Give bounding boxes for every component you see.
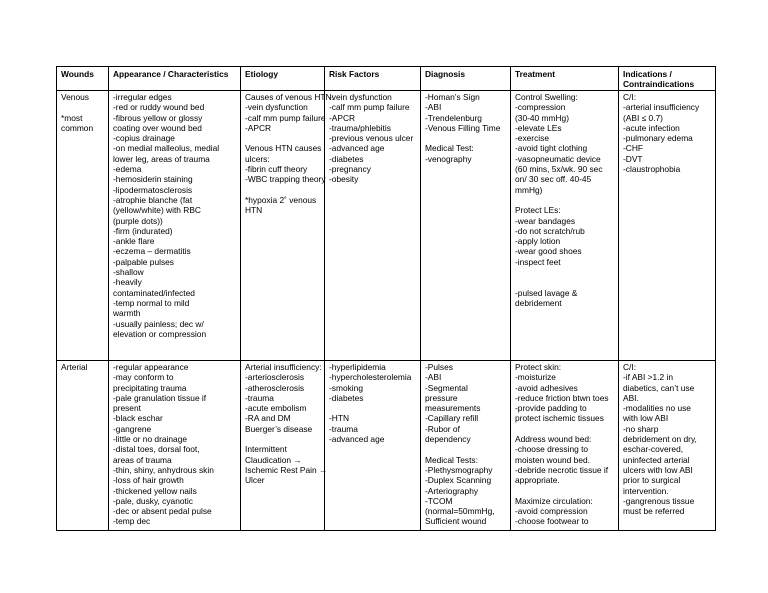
cell-line: (30-40 mmHg) <box>515 112 569 123</box>
header-etiology: Etiology <box>241 67 325 91</box>
cell-line: -obesity <box>329 174 359 185</box>
cell-line: -black eschar <box>113 413 163 424</box>
cell-line: Medical Test: <box>425 143 474 154</box>
venous-etiology-cell <box>241 91 334 361</box>
cell-line: -calf mm pump failure <box>329 102 410 113</box>
cell-line: -previous venous ulcer <box>329 133 414 144</box>
cell-line: -DVT <box>623 153 643 164</box>
cell-line: -usually painless; dec w/ <box>113 318 204 329</box>
cell-line: HTN <box>245 205 263 216</box>
venous-risk-factors-cell <box>325 91 421 361</box>
header-indications <box>619 67 716 91</box>
cell-line: Ischemic Rest Pain → <box>245 464 328 475</box>
cell-line: -vein dysfunction <box>329 92 392 102</box>
cell-line <box>515 486 615 496</box>
cell-line: -regular appearance <box>113 362 189 372</box>
cell-line: must be referred <box>623 506 685 517</box>
cell-line: precipitating trauma <box>113 382 187 393</box>
header-appearance-text: Appearance / Characteristics <box>113 69 229 79</box>
cell-line: -no sharp <box>623 423 659 434</box>
cell-line: warmth <box>113 308 141 319</box>
header-treatment: Treatment <box>511 67 619 91</box>
cell-line: -red or ruddy wound bed <box>113 102 205 113</box>
cell-line: -atrophie blanche (fat <box>113 194 193 205</box>
cell-line: mmHg) <box>515 184 543 195</box>
cell-line: Maximize circulation: <box>515 495 593 506</box>
table-row-arterial <box>57 361 716 531</box>
venous-wound-type-cell <box>57 91 109 361</box>
cell-line: (normal=50mmHg, <box>425 506 495 517</box>
cell-line: contaminated/infected <box>113 287 195 298</box>
cell-line: Intermittent <box>245 444 287 455</box>
cell-line: appropriate. <box>515 475 560 486</box>
cell-line: moisten wound bed. <box>515 454 590 465</box>
cell-line: -ABI <box>425 372 442 383</box>
cell-line: *most <box>61 112 83 123</box>
venous-diagnosis-cell <box>421 91 511 361</box>
cell-line: -gangrene <box>113 423 152 434</box>
cell-line: -reduce friction btwn toes <box>515 392 609 403</box>
cell-line <box>515 267 615 277</box>
cell-line: ulcers with low ABI <box>623 464 693 475</box>
cell-line: -HTN <box>329 413 350 424</box>
cell-line: -temp normal to mild <box>113 297 190 308</box>
cell-line: -distal toes, dorsal foot, <box>113 444 200 455</box>
cell-line <box>515 195 615 205</box>
cell-line: -trauma <box>245 392 274 403</box>
cell-line: -thin, shiny, anhydrous skin <box>113 464 214 475</box>
header-indications-text: Indications / Contraindications <box>623 69 695 90</box>
cell-line: -Pulses <box>425 362 453 372</box>
cell-line: -trauma/phlebitis <box>329 122 391 133</box>
cell-line: debridement <box>515 297 562 308</box>
cell-line: -choose footwear to <box>515 516 589 527</box>
cell-line <box>245 434 321 444</box>
table-body <box>57 91 716 531</box>
cell-line: -do not scratch/rub <box>515 225 585 236</box>
cell-line: -Segmental <box>425 382 468 393</box>
cell-line: -Arteriography <box>425 485 479 496</box>
cell-line: -apply lotion <box>515 236 561 247</box>
cell-line: Protect LEs: <box>515 205 561 216</box>
wound-comparison-table <box>56 66 716 531</box>
cell-line: C/I: <box>623 92 637 102</box>
arterial-appearance-cell <box>109 361 241 531</box>
cell-line: -modalities no use <box>623 403 691 414</box>
cell-line: -hemosiderin staining <box>113 174 193 185</box>
cell-line: *hypoxia 2˚ venous <box>245 194 317 205</box>
cell-line: Venous <box>61 92 89 102</box>
cell-line: -diabetes <box>329 153 364 164</box>
arterial-risk-factors-cell <box>325 361 421 531</box>
cell-line: -firm (indurated) <box>113 225 173 236</box>
cell-line: -CHF <box>623 143 644 154</box>
cell-line: -dec or absent pedal pulse <box>113 506 212 517</box>
header-diagnosis: Diagnosis <box>421 67 511 91</box>
cell-line: -avoid adhesives <box>515 382 578 393</box>
cell-line <box>245 133 321 143</box>
cell-line: with low ABI <box>623 413 669 424</box>
cell-line: -thickened yellow nails <box>113 485 197 496</box>
cell-line: -advanced age <box>329 434 385 445</box>
cell-line: common <box>61 122 94 133</box>
cell-line: areas of trauma <box>113 454 172 465</box>
arterial-treatment-cell <box>511 361 619 531</box>
cell-line: Venous HTN causes <box>245 143 322 154</box>
cell-line: -hyperlipidemia <box>329 362 386 372</box>
cell-line: -atherosclerosis <box>245 382 305 393</box>
cell-line: -Homan’s Sign <box>425 92 480 102</box>
cell-line: -little or no drainage <box>113 434 188 445</box>
cell-line: -lipodermatosclerosis <box>113 184 193 195</box>
cell-line: -hypercholesterolemia <box>329 372 412 383</box>
cell-line: Address wound bed: <box>515 434 592 445</box>
cell-line <box>61 102 105 112</box>
cell-line: Causes of venous HTN: <box>245 92 334 102</box>
cell-line: (purple dots)) <box>113 215 163 226</box>
cell-line: on/ 30 sec off. 40-45 <box>515 174 592 185</box>
cell-line: diabetics, can’t use <box>623 382 695 393</box>
cell-line: ulcers: <box>245 153 270 164</box>
cell-line: C/I: <box>623 362 637 372</box>
cell-line: -pale granulation tissue if <box>113 392 207 403</box>
cell-line: Sufficient wound <box>425 516 487 527</box>
table-row-venous <box>57 91 716 361</box>
cell-line: -arteriosclerosis <box>245 372 305 383</box>
cell-line: -arterial insufficiency <box>623 102 700 113</box>
cell-line: -eczema – dermatitis <box>113 246 191 257</box>
cell-line: (60 mins, 5x/wk. 90 sec <box>515 164 603 175</box>
cell-line: Protect skin: <box>515 362 562 372</box>
cell-line: -vasopneumatic device <box>515 153 601 164</box>
cell-line: coating over wound bed <box>113 122 202 133</box>
cell-line: -APCR <box>329 112 356 123</box>
cell-line: eschar-covered, <box>623 444 684 455</box>
cell-line: -RA and DM <box>245 413 291 424</box>
cell-line: Arterial <box>61 362 88 372</box>
arterial-indications-cell <box>619 361 716 531</box>
cell-line: -calf mm pump failure <box>245 112 326 123</box>
cell-line: (yellow/white) with RBC <box>113 205 201 216</box>
cell-line: (ABI ≤ 0.7) <box>623 112 663 123</box>
cell-line: -avoid compression <box>515 506 588 517</box>
header-wounds: Wounds <box>57 67 109 91</box>
cell-line: -acute infection <box>623 122 680 133</box>
cell-line: -diabetes <box>329 392 364 403</box>
cell-line: Claudication → <box>245 454 302 465</box>
cell-line: -provide padding to <box>515 403 587 414</box>
cell-line: -pale, dusky, cyanotic <box>113 495 193 506</box>
cell-line: -TCOM <box>425 495 453 506</box>
cell-line: -choose dressing to <box>515 444 589 455</box>
cell-line: -on medial malleolus, medial <box>113 143 220 154</box>
cell-line: -WBC trapping theory <box>245 174 326 185</box>
cell-line: Medical Tests: <box>425 454 478 465</box>
cell-line: -venography <box>425 153 472 164</box>
cell-line: -APCR <box>245 122 272 133</box>
cell-line: pressure <box>425 392 458 403</box>
cell-line: present <box>113 403 141 414</box>
cell-line: uninfected arterial <box>623 454 690 465</box>
cell-line: -Venous Filling Time <box>425 122 501 133</box>
cell-line: -avoid tight clothing <box>515 143 588 154</box>
cell-line <box>425 444 507 454</box>
cell-line: -shallow <box>113 267 144 278</box>
cell-line: -advanced age <box>329 143 385 154</box>
cell-line: -pregnancy <box>329 164 371 175</box>
cell-line <box>515 277 615 287</box>
cell-line: dependency <box>425 434 471 445</box>
cell-line: -Capillary refill <box>425 413 479 424</box>
cell-line: -copius drainage <box>113 133 175 144</box>
cell-line: -fibrin cuff theory <box>245 164 308 175</box>
cell-line: -pulmonary edema <box>623 133 693 144</box>
cell-line: Ulcer <box>245 475 265 486</box>
header-appearance <box>109 67 241 91</box>
cell-line: protect ischemic tissues <box>515 413 604 424</box>
cell-line: intervention. <box>623 485 669 496</box>
cell-line: -Rubor of <box>425 423 460 434</box>
cell-line: -fibrous yellow or glossy <box>113 112 203 123</box>
cell-line: -loss of hair growth <box>113 475 184 486</box>
cell-line <box>425 133 507 143</box>
cell-line: ABI. <box>623 392 639 403</box>
header-risk-factors: Risk Factors <box>325 67 421 91</box>
cell-line: -claustrophobia <box>623 164 681 175</box>
cell-line: -if ABI >1.2 in <box>623 372 674 383</box>
cell-line: -Trendelenburg <box>425 112 482 123</box>
cell-line: -pulsed lavage & <box>515 287 578 298</box>
cell-line: -smoking <box>329 382 363 393</box>
cell-line: -irregular edges <box>113 92 172 102</box>
cell-line: -palpable pulses <box>113 256 174 267</box>
cell-line: measurements <box>425 403 481 414</box>
cell-line: debridement on dry, <box>623 434 697 445</box>
cell-line: -debride necrotic tissue if <box>515 464 609 475</box>
cell-line: Buerger’s disease <box>245 423 313 434</box>
cell-line: -elevate LEs <box>515 122 562 133</box>
cell-line <box>245 185 321 195</box>
cell-line: -exercise <box>515 133 549 144</box>
cell-line: -ABI <box>425 102 442 113</box>
cell-line: -wear bandages <box>515 215 576 226</box>
cell-line: -wear good shoes <box>515 246 582 257</box>
venous-appearance-cell <box>109 91 241 361</box>
cell-line: -temp dec <box>113 516 151 527</box>
cell-line: lower leg, areas of trauma <box>113 153 210 164</box>
arterial-wound-type-cell <box>57 361 109 531</box>
cell-line: -moisturize <box>515 372 556 383</box>
cell-line: -heavily <box>113 277 142 288</box>
cell-line: -gangrenous tissue <box>623 495 695 506</box>
cell-line: -trauma <box>329 423 358 434</box>
cell-line: prior to surgical <box>623 475 681 486</box>
arterial-etiology-cell <box>241 361 328 531</box>
cell-line <box>329 403 417 413</box>
cell-line: -Plethysmography <box>425 464 493 475</box>
cell-line: -compression <box>515 102 566 113</box>
cell-line: -Duplex Scanning <box>425 475 492 486</box>
cell-line: -edema <box>113 164 142 175</box>
cell-line <box>515 424 615 434</box>
cell-line: -vein dysfunction <box>245 102 308 113</box>
header-row <box>57 67 716 91</box>
cell-line: -inspect feet <box>515 256 561 267</box>
arterial-diagnosis-cell <box>421 361 511 531</box>
cell-line: elevation or compression <box>113 328 207 339</box>
venous-treatment-cell <box>511 91 619 361</box>
cell-line: -ankle flare <box>113 236 155 247</box>
cell-line: Arterial insufficiency: <box>245 362 322 372</box>
cell-line: -acute embolism <box>245 403 307 414</box>
cell-line: Control Swelling: <box>515 92 578 102</box>
venous-indications-cell <box>619 91 716 361</box>
cell-line: -may conform to <box>113 372 174 383</box>
